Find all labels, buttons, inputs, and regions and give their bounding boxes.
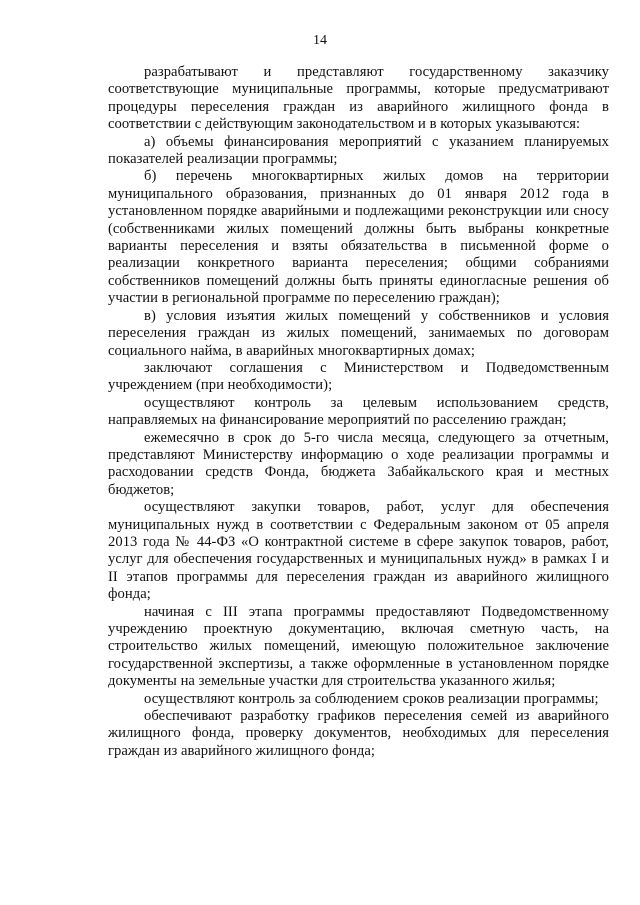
paragraph-item-a: а) объемы финансирования мероприятий с указанием планируемых показателей реализации программы; (108, 133, 609, 168)
paragraph-procurement: осуществляют закупки товаров, работ, услуг для обеспечения муниципальных нужд в соответствии с Федеральным законом от 05 апреля 2013 года № 44-ФЗ «О контрактной системе в сфере закупок товаров, работ, услуг для обеспечения государственных и муниципальных нужд» в рамках I и II этапов программы для переселения граждан из аварийного жилищного фонда; (108, 499, 609, 603)
paragraph-intro: разрабатывают и представляют государственному заказчику соответствующие муниципальные программы, которые предусматривают процедуры переселения граждан из аварийного жилищного фонда в соответствии с действующим законодательством и в которых указываются: (108, 64, 609, 133)
paragraph-monthly-report: ежемесячно в срок до 5-го числа месяца, следующего за отчетным, представляют Министерству информацию о ходе реализации программы и расходовании средств Фонда, бюджета Забайкальского края и местных бюджетов; (108, 429, 609, 498)
paragraph-item-b: б) перечень многоквартирных жилых домов на территории муниципального образования, признанных до 01 января 2012 года в установленном порядке аварийными и подлежащими реконструкции или сносу (собственниками жилых помещений должны быть выбраны конкретные варианты переселения и взяты обязательства в письменной форме о реализации конкретного варианта переселения; общими собраниями собственников помещений должны быть приняты единогласные решения об участии в региональной программе по переселению граждан); (108, 168, 609, 307)
paragraph-control-deadlines: осуществляют контроль за соблюдением сроков реализации программы; (144, 690, 599, 707)
paragraph-control-funds: осуществляют контроль за целевым использованием средств, направляемых на финансирование мероприятий по расселению граждан; (108, 394, 609, 429)
paragraph-schedules: обеспечивают разработку графиков переселения семей из аварийного жилищного фонда, проверку документов, необходимых для переселения граждан из аварийного жилищного фонда; (108, 708, 609, 759)
paragraph-stage-three: начиная с III этапа программы предоставляют Подведомственному учреждению проектную документацию, включая сметную часть, на строительство жилых помещений, имеющую положительное заключение государственной экспертизы, а также оформленные в установленном порядке документы на земельные участки для строительства указанного жилья; (108, 603, 609, 690)
paragraph-item-v: в) условия изъятия жилых помещений у собственников и условия переселения граждан из жилых помещений, занимаемых по договорам социального найма, в аварийных многоквартирных домах; (108, 307, 609, 359)
page-number: 14 (313, 33, 327, 48)
paragraph-agreements: заключают соглашения с Министерством и Подведомственным учреждением (при необходимости); (108, 359, 609, 394)
document-body (108, 64, 609, 760)
